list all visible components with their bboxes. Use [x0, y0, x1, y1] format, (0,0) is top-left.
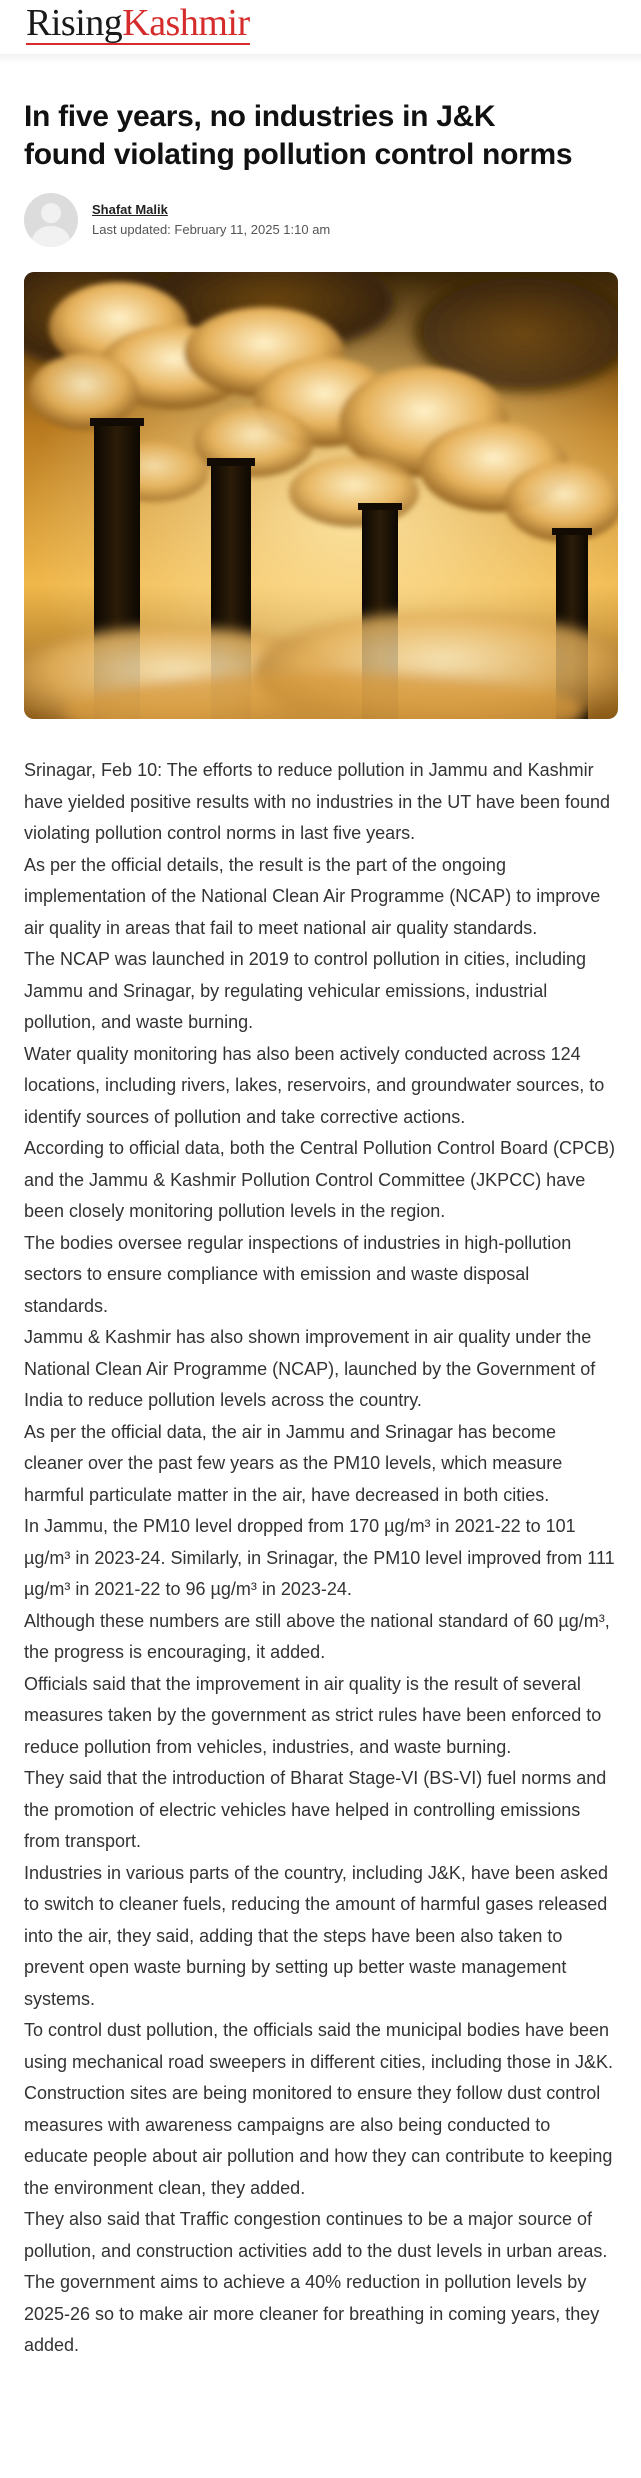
logo-text-rising: Rising [26, 2, 123, 44]
article-paragraph: Industries in various parts of the country, including J&K, have been asked to switch to cleaner fuels, reducing the amount of harmful gases released into the air, they said, adding that the steps have been also taken to prevent open waste burning by setting up better waste management systems. [24, 1862, 608, 2009]
article-paragraph: They also said that Traffic congestion continues to be a major source of pollution, and construction activities add to the dust levels in urban areas. [24, 2209, 608, 2261]
article-paragraph: They said that the introduction of Bharat Stage-VI (BS-VI) fuel norms and the promotion of electric vehicles have helped in controlling emissions from transport. [24, 1768, 607, 1851]
author-link[interactable]: Shafat Malik [92, 202, 168, 217]
article-paragraph: Although these numbers are still above the national standard of 60 µg/m³, the progress is encouraging, it added. [24, 1610, 610, 1662]
article-paragraph: Officials said that the improvement in air quality is the result of several measures taken by the government as strict rules have been enforced to reduce pollution from vehicles, industries, and waste burning. [24, 1673, 602, 1757]
article-paragraph: As per the official details, the result is the part of the ongoing implementation of the National Clean Air Programme (NCAP) to improve air quality in areas that fail to meet national air quality standards. [24, 854, 601, 938]
article-paragraph: The government aims to achieve a 40% reduction in pollution levels by 2025-26 so to make air more cleaner for breathing in coming years, they added. [24, 2272, 600, 2355]
last-updated: Last updated: February 11, 2025 1:10 am [92, 222, 331, 237]
byline-meta [92, 200, 330, 240]
article-body [24, 755, 618, 2362]
article-paragraph: The NCAP was launched in 2019 to control pollution in cities, including Jammu and Srinagar, by regulating vehicular emissions, industrial pollution, and waste burning. [24, 949, 586, 1032]
article-paragraph: As per the official data, the air in Jammu and Srinagar has become cleaner over the past few years as the PM10 levels, which measure harmful particulate matter in the air, have decreased in both cities. [24, 1421, 563, 1505]
site-logo[interactable] [26, 4, 250, 45]
article-paragraph: To control dust pollution, the officials said the municipal bodies have been using mechanical road sweepers in different cities, including those in J&K. [24, 2020, 613, 2072]
author-avatar[interactable] [24, 193, 78, 247]
hero-image [24, 272, 618, 719]
article-paragraph: According to official data, both the Central Pollution Control Board (CPCB) and the Jammu & Kashmir Pollution Control Committee (JKPCC) have been closely monitoring pollution levels in the region. [24, 1138, 615, 1221]
byline [24, 192, 617, 248]
logo-text-kashmir: Kashmir [122, 2, 250, 44]
article-paragraph: Construction sites are being monitored to ensure they follow dust control measures with awareness campaigns are also being conducted to educate people about air pollution and how they can contribute to keeping the environment clean, they added. [24, 2083, 613, 2198]
header-shadow [0, 54, 641, 64]
article-paragraph: Water quality monitoring has also been actively conducted across 124 locations, including rivers, lakes, reservoirs, and groundwater sources, to identify sources of pollution and take corrective actions. [24, 1043, 605, 1127]
article-paragraph: Srinagar, Feb 10: The efforts to reduce pollution in Jammu and Kashmir have yielded positive results with no industries in the UT have been found violating pollution control norms in last five years. [24, 760, 611, 843]
article-headline: In five years, no industries in J&K found violating pollution control norms [24, 100, 573, 171]
article-paragraph: The bodies oversee regular inspections of industries in high-pollution sectors to ensure compliance with emission and waste disposal standards. [24, 1232, 572, 1316]
article [0, 64, 641, 2362]
article-paragraph: In Jammu, the PM10 level dropped from 170 µg/m³ in 2021-22 to 101 µg/m³ in 2023-24. Similarly, in Srinagar, the PM10 level improved from 111 µg/m³ in 2021-22 to 96 µg/m³ in 2023-24. [24, 1516, 615, 1599]
article-paragraph: Jammu & Kashmir has also shown improvement in air quality under the National Clean Air Programme (NCAP), launched by the Government of India to reduce pollution levels across the country. [24, 1327, 596, 1410]
site-header [0, 0, 641, 54]
